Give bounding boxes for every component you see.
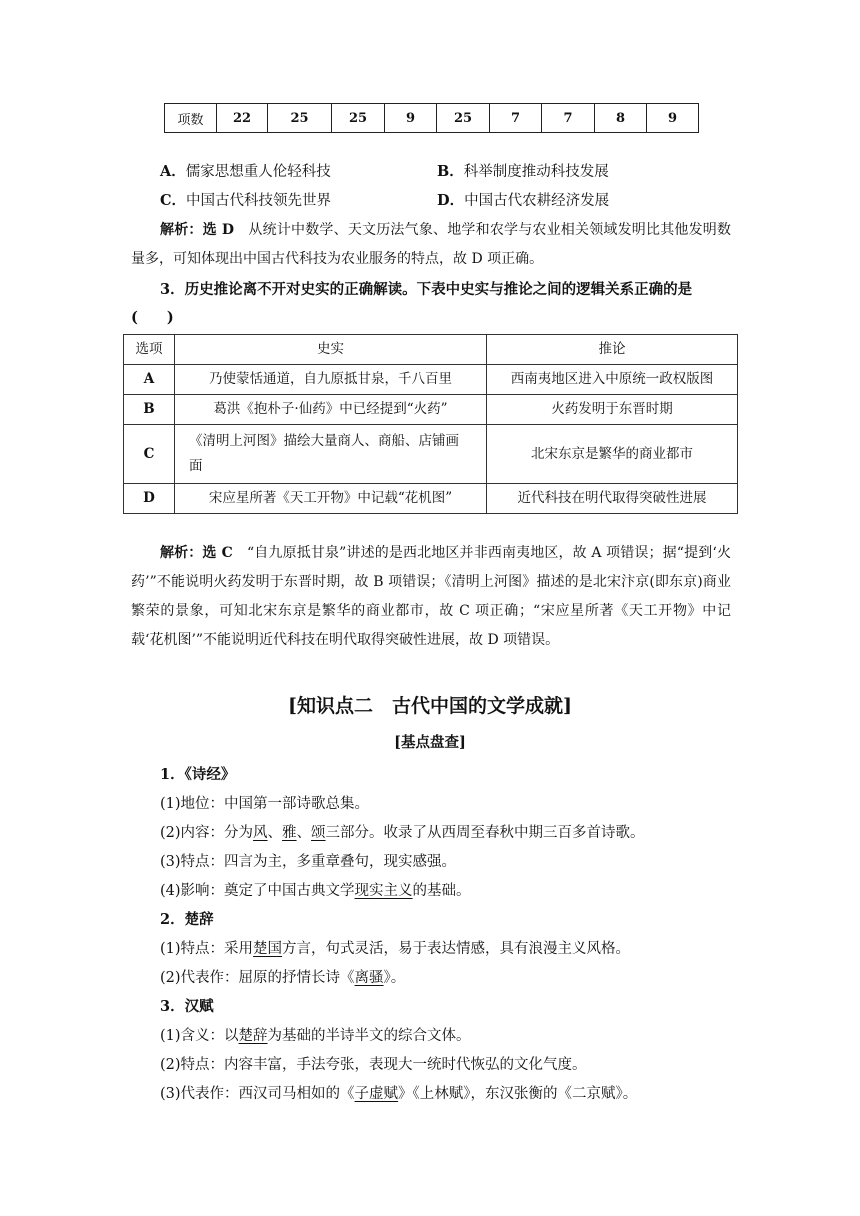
row-fact: [175, 425, 487, 484]
option-text: 科举制度推动科技发展: [463, 164, 609, 180]
point-1-title: 1．《诗经》: [160, 766, 236, 783]
count-cell: 22: [217, 104, 268, 133]
q3-stem: 3．历史推论离不开对史实的正确解读。下表中史实与推论之间的逻辑关系正确的是: [160, 281, 693, 298]
count-cell: 25: [332, 104, 385, 133]
underlined-text: 离骚: [354, 970, 384, 986]
count-label: 项数: [165, 104, 217, 133]
count-cell: 9: [647, 104, 699, 133]
option-text: 儒家思想重人伦轻科技: [185, 164, 331, 180]
option-a: [160, 162, 331, 182]
point-1-2: [160, 823, 645, 843]
option-letter: D．: [437, 192, 465, 209]
row-inference: 近代科技在明代取得突破性进展: [487, 484, 738, 514]
option-c: [160, 191, 331, 211]
underlined-text: 颂: [311, 825, 326, 841]
option-letter: B．: [437, 163, 464, 180]
q2-analysis: [131, 216, 731, 274]
table-row: [124, 484, 738, 514]
table-row: [165, 104, 699, 133]
text: 为基础的半诗半文的综合文体。: [267, 1028, 471, 1044]
option-b: [437, 162, 609, 182]
option-text: 中国古代农耕经济发展: [464, 193, 610, 209]
text: 方言，句式灵活，易于表达情感，具有浪漫主义风格。: [282, 941, 631, 957]
text: (2)内容：分为: [160, 825, 254, 841]
point-2-title: 2．楚辞: [160, 911, 214, 928]
q3-analysis: [131, 539, 731, 655]
text: 三部分。收录了从西周至春秋中期三百多首诗歌。: [325, 825, 645, 841]
row-inference: 火药发明于东晋时期: [487, 395, 738, 425]
text: (3)代表作：西汉司马相如的《: [160, 1086, 355, 1102]
table-row: [124, 395, 738, 425]
row-option: C: [124, 425, 175, 484]
header-option: 选项: [124, 335, 175, 365]
row-fact-line: 《清明上河图》描绘大量商人、商船、店铺画: [189, 433, 459, 449]
text: 、: [296, 825, 312, 841]
header-inference: 推论: [487, 335, 738, 365]
analysis-body: “自九原抵甘泉”讲述的是西北地区并非西南夷地区，故 A 项错误；据“提到‘火药’”不能说明火药发明于东晋时期，故 B 项错误；《清明上河图》描述的是北宋汴京(即东京)商业繁荣的景象，可知北宋东京是繁华的商业都市，故 C 项正确；“宋应星所著《天工开物》中记载‘花机图’”不能说明近代科技在明代取得突破性进展，故 D 项错误。: [131, 545, 731, 648]
point-2-1: [160, 939, 630, 959]
row-fact: 葛洪《抱朴子·仙药》中已经提到“火药”: [175, 395, 487, 425]
count-cell: 9: [385, 104, 437, 133]
header-fact: 史实: [175, 335, 487, 365]
row-inference: 北宋东京是繁华的商业都市: [487, 425, 738, 484]
table-header-row: [124, 335, 738, 365]
count-cell: 25: [437, 104, 490, 133]
option-letter: A．: [160, 163, 186, 180]
table-row: [124, 425, 738, 484]
q3-blank: ( ): [131, 309, 174, 326]
option-letter: C．: [160, 192, 187, 209]
row-option: D: [124, 484, 175, 514]
underlined-text: 雅: [282, 825, 297, 841]
point-1-1: (1)地位：中国第一部诗歌总集。: [160, 796, 370, 812]
point-1-4: [160, 881, 471, 901]
text: (1)含义：以: [160, 1028, 239, 1044]
point-3-1: [160, 1026, 471, 1046]
table-row: [124, 365, 738, 395]
underlined-text: 现实主义: [354, 883, 413, 899]
count-cell: 25: [268, 104, 332, 133]
text: (1)特点：采用: [160, 941, 254, 957]
analysis-lead: 解析：选 C: [160, 545, 233, 561]
underlined-text: 风: [253, 825, 268, 841]
section-title: [知识点二 古代中国的文学成就]: [288, 695, 572, 717]
text: 的基础。: [412, 883, 471, 899]
text: 》。: [383, 970, 406, 986]
analysis-body: 从统计中数学、天文历法气象、地学和农学与农业相关领域发明比其他发明数量多，可知体现出中国古代科技为农业服务的特点，故 D 项正确。: [131, 222, 732, 267]
text: 》《上林赋》，东汉张衡的《二京赋》。: [398, 1086, 638, 1102]
underlined-text: 子虚赋: [354, 1086, 399, 1102]
analysis-lead: 解析：选 D: [160, 222, 235, 238]
row-inference: 西南夷地区进入中原统一政权版图: [487, 365, 738, 395]
history-table: [123, 334, 738, 514]
row-fact-line: 面: [189, 458, 203, 474]
point-3-3: [160, 1084, 637, 1104]
count-cell: 8: [595, 104, 647, 133]
point-3-title: 3．汉赋: [160, 998, 214, 1015]
text: (2)代表作：屈原的抒情长诗《: [160, 970, 355, 986]
count-table: [164, 103, 699, 133]
row-option: B: [124, 395, 175, 425]
section-subtitle: [基点盘查]: [394, 734, 466, 751]
underlined-text: 楚辞: [238, 1028, 268, 1044]
point-3-2: (2)特点：内容丰富，手法夸张，表现大一统时代恢弘的文化气度。: [160, 1057, 587, 1073]
option-text: 中国古代科技领先世界: [186, 193, 332, 209]
text: 、: [267, 825, 283, 841]
option-d: [437, 191, 609, 211]
point-2-2: [160, 968, 405, 988]
row-option: A: [124, 365, 175, 395]
row-fact: 宋应星所著《天工开物》中记载“花机图”: [175, 484, 487, 514]
count-cell: 7: [490, 104, 542, 133]
row-fact: 乃使蒙恬通道，自九原抵甘泉，千八百里: [175, 365, 487, 395]
text: (4)影响：奠定了中国古典文学: [160, 883, 355, 899]
underlined-text: 楚国: [253, 941, 283, 957]
count-cell: 7: [542, 104, 595, 133]
point-1-3: (3)特点：四言为主，多重章叠句，现实感强。: [160, 854, 457, 870]
